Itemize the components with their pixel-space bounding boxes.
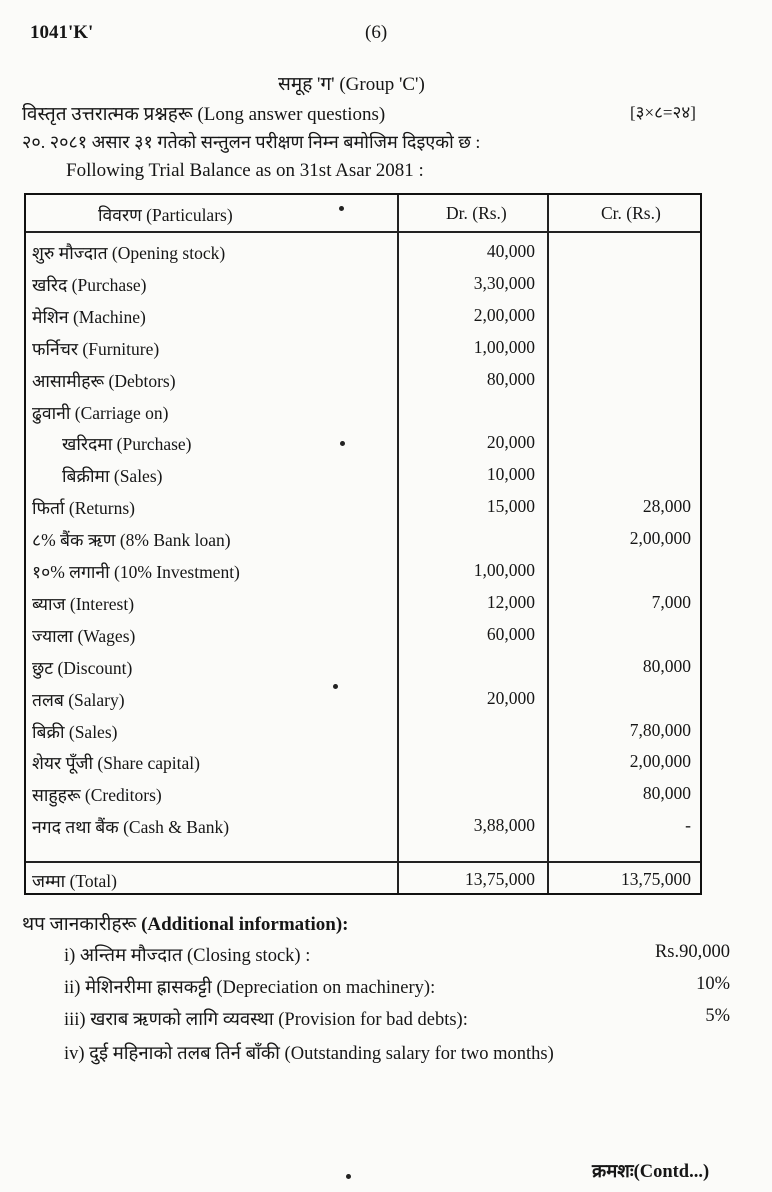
marks-scheme: [३×८=२४] [630,103,696,122]
row-dr: 1,00,000 [473,336,535,357]
row-cr: 80,000 [642,783,691,804]
row-particulars: खरिद (Purchase) [32,274,147,295]
row-dr: 40,000 [486,241,535,261]
additional-item: ii) मेशिनरीमा ह्रासकट्टी (Depreciation on machinery): [64,978,436,998]
page-number: (6) [365,22,388,43]
section-title: विस्तृत उत्तरात्मक प्रश्नहरू (Long answer questions) [22,104,386,125]
additional-item-value: 10% [696,974,730,994]
trial-balance-table [24,193,702,895]
row-particulars: छुट (Discount) [32,657,133,678]
additional-item: iv) दुई महिनाको तलब तिर्न बाँकी (Outstanding salary for two months) [64,1044,554,1064]
row-particulars: तलब (Salary) [32,689,125,710]
paper-code: 1041'K' [30,22,94,43]
row-cr: 7,80,000 [629,719,691,740]
row-particulars: साहुहरू (Creditors) [32,785,162,806]
row-particulars: फर्निचर (Furniture) [32,338,160,359]
row-dr: 3,88,000 [473,815,535,836]
row-cr: 2,00,000 [629,528,691,549]
row-cr: - [685,815,691,836]
row-particulars: ढुवानी (Carriage on) [32,402,169,423]
row-dr: 20,000 [486,432,535,453]
speck [339,206,344,211]
header-cr: Cr. (Rs.) [601,203,661,223]
total-dr: 13,75,000 [465,869,535,889]
speck [346,1174,351,1179]
row-particulars: बिक्रीमा (Sales) [62,466,163,487]
additional-title-en: (Additional information): [141,914,349,935]
additional-info-title [22,910,349,936]
question-text: २०. २०८१ असार ३१ गतेको सन्तुलन परीक्षण निम्न बमोजिम दिइएको छ : [22,132,481,152]
row-dr: 10,000 [486,464,535,485]
row-particulars: ८% बैंक ऋण (8% Bank loan) [32,530,231,551]
row-cr: 7,000 [651,591,691,612]
header-particulars: विवरण (Particulars) [98,205,233,225]
header-dr: Dr. (Rs.) [446,203,507,223]
total-label: जम्मा (Total) [32,871,117,891]
row-particulars: बिक्री (Sales) [32,721,118,742]
row-dr: 2,00,000 [473,304,535,325]
row-particulars: नगद तथा बैंक (Cash & Bank) [32,817,230,838]
row-dr: 12,000 [486,591,535,612]
row-dr: 15,000 [486,496,535,517]
group-title: समूह 'ग' (Group 'C') [278,74,425,95]
row-dr: 1,00,000 [473,560,535,580]
continued-note: क्रमशः(Contd...) [592,1162,710,1182]
row-particulars: मेशिन (Machine) [32,306,146,327]
row-dr: 80,000 [486,368,535,389]
speck [333,684,338,689]
additional-item: iii) खराब ऋणको लागि व्यवस्था (Provision for bad debts): [64,1010,468,1030]
row-dr: 20,000 [486,687,535,708]
row-particulars: ज्याला (Wages) [32,625,136,646]
row-particulars: खरिदमा (Purchase) [62,434,192,455]
question-english: Following Trial Balance as on 31st Asar 2081 : [66,160,424,181]
row-cr: 28,000 [642,496,691,517]
row-particulars: ब्याज (Interest) [32,593,135,614]
speck [340,441,345,446]
total-cr: 13,75,000 [621,869,691,889]
additional-item-value: Rs.90,000 [654,942,730,962]
additional-item-value: 5% [705,1006,730,1026]
additional-title-dev: थप जानकारीहरू [22,914,137,935]
row-particulars: फिर्ता (Returns) [32,498,136,519]
row-cr: 2,00,000 [629,751,691,772]
row-particulars: शेयर पूँजी (Share capital) [32,753,200,774]
additional-item: i) अन्तिम मौज्दात (Closing stock) : [64,946,311,966]
row-dr: 60,000 [486,623,535,644]
row-particulars: १०% लगानी (10% Investment) [32,562,240,582]
row-cr: 80,000 [642,655,691,676]
row-particulars: आसामीहरू (Debtors) [32,370,176,391]
row-particulars: शुरु मौज्दात (Opening stock) [32,243,226,263]
row-dr: 3,30,000 [473,272,535,293]
